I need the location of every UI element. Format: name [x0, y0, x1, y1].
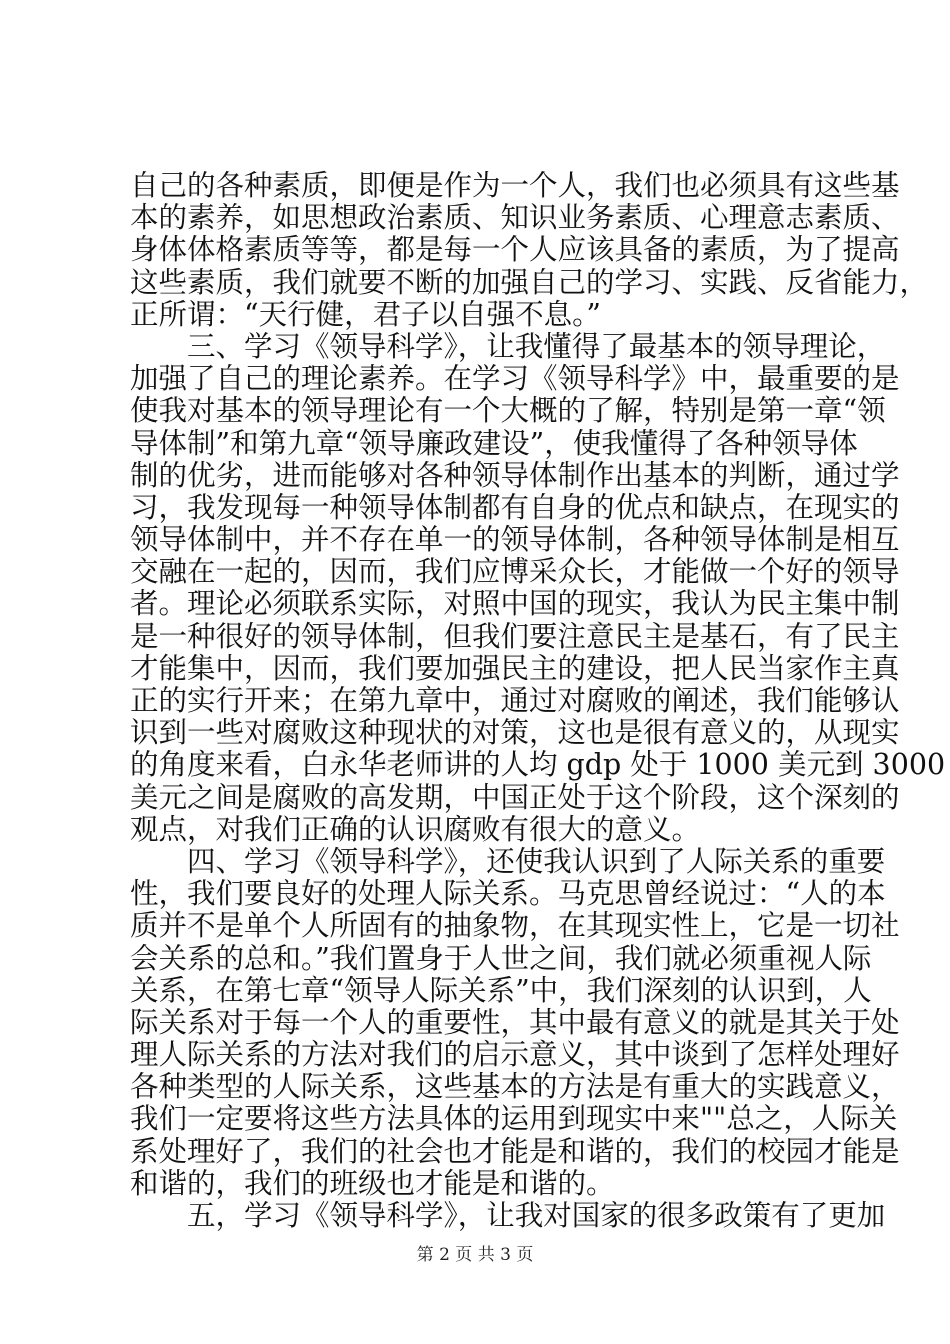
text-line: 各种类型的人际关系，这些基本的方法是有重大的实践意义，	[130, 1070, 900, 1104]
page-footer	[0, 1244, 950, 1266]
text-line: 观点，对我们正确的认识腐败有很大的意义。	[130, 812, 701, 846]
text-line: 才能集中，因而，我们要加强民主的建设，把人民当家作主真	[130, 651, 900, 685]
page-number: 第 2 页 共 3 页	[416, 1245, 534, 1265]
text-line: 识到一些对腐败这种现状的对策，这也是很有意义的，从现实	[130, 716, 900, 750]
text-line: 领导体制中，并不存在单一的领导体制，各种领导体制是相互	[130, 523, 900, 557]
text-line: 美元之间是腐败的高发期，中国正处于这个阶段，这个深刻的	[130, 780, 900, 814]
text-line: 际关系对于每一个人的重要性，其中最有意义的就是其关于处	[130, 1005, 900, 1039]
text-line: 正的实行开来；在第九章中，通过对腐败的阐述，我们能够认	[130, 684, 900, 717]
text-line: 四、学习《领导科学》，还使我认识到了人际关系的重要	[130, 844, 886, 878]
text-line: 使我对基本的领导理论有一个大概的了解，特别是第一章“领	[130, 394, 886, 428]
text-line: 自己的各种素质，即便是作为一个人，我们也必须具有这些基	[130, 169, 900, 202]
text-line: 加强了自己的理论素养。在学习《领导科学》中，最重要的是	[130, 362, 900, 396]
text-line: 导体制”和第九章“领导廉政建设”，使我懂得了各种领导体	[130, 426, 858, 460]
text-line: 习，我发现每一种领导体制都有自身的优点和缺点，在现实的	[130, 490, 900, 524]
text-line: 系处理好了，我们的社会也才能是和谐的，我们的校园才能是	[130, 1134, 900, 1168]
text-line: 的角度来看，白永华老师讲的人均 gdp 处于 1000 美元到 3000	[130, 748, 946, 782]
text-line: 会关系的总和。”我们置身于人世之间，我们就必须重视人际	[130, 941, 872, 975]
text-line: 和谐的，我们的班级也才能是和谐的。	[130, 1166, 615, 1200]
text-line: 本的素养，如思想政治素质、知识业务素质、心理意志素质、	[130, 201, 900, 235]
document-body	[130, 169, 946, 1232]
text-line: 这些素质，我们就要不断的加强自己的学习、实践、反省能力，	[130, 265, 929, 299]
text-line: 者。理论必须联系实际，对照中国的现实，我认为民主集中制	[130, 587, 900, 621]
text-line: 关系，在第七章“领导人际关系”中，我们深刻的认识到，人	[130, 973, 872, 1007]
text-line: 交融在一起的，因而，我们应博采众长，才能做一个好的领导	[130, 555, 900, 589]
text-line: 我们一定要将这些方法具体的运用到现实中来""总之，人际关	[130, 1102, 898, 1136]
text-line: 制的优劣，进而能够对各种领导体制作出基本的判断，通过学	[130, 458, 900, 492]
text-line: 五，学习《领导科学》，让我对国家的很多政策有了更加	[130, 1199, 886, 1232]
text-line: 质并不是单个人所固有的抽象物，在其现实性上，它是一切社	[130, 909, 900, 943]
text-line: 三、学习《领导科学》，让我懂得了最基本的领导理论，	[130, 329, 886, 363]
text-line: 性，我们要良好的处理人际关系。马克思曾经说过：“人的本	[130, 877, 886, 911]
text-line: 正所谓：“天行健，君子以自强不息。”	[130, 297, 601, 331]
text-line: 身体体格素质等等，都是每一个人应该具备的素质，为了提高	[130, 233, 900, 267]
text-line: 是一种很好的领导体制，但我们要注意民主是基石，有了民主	[130, 619, 900, 653]
text-line: 理人际关系的方法对我们的启示意义，其中谈到了怎样处理好	[130, 1038, 900, 1072]
